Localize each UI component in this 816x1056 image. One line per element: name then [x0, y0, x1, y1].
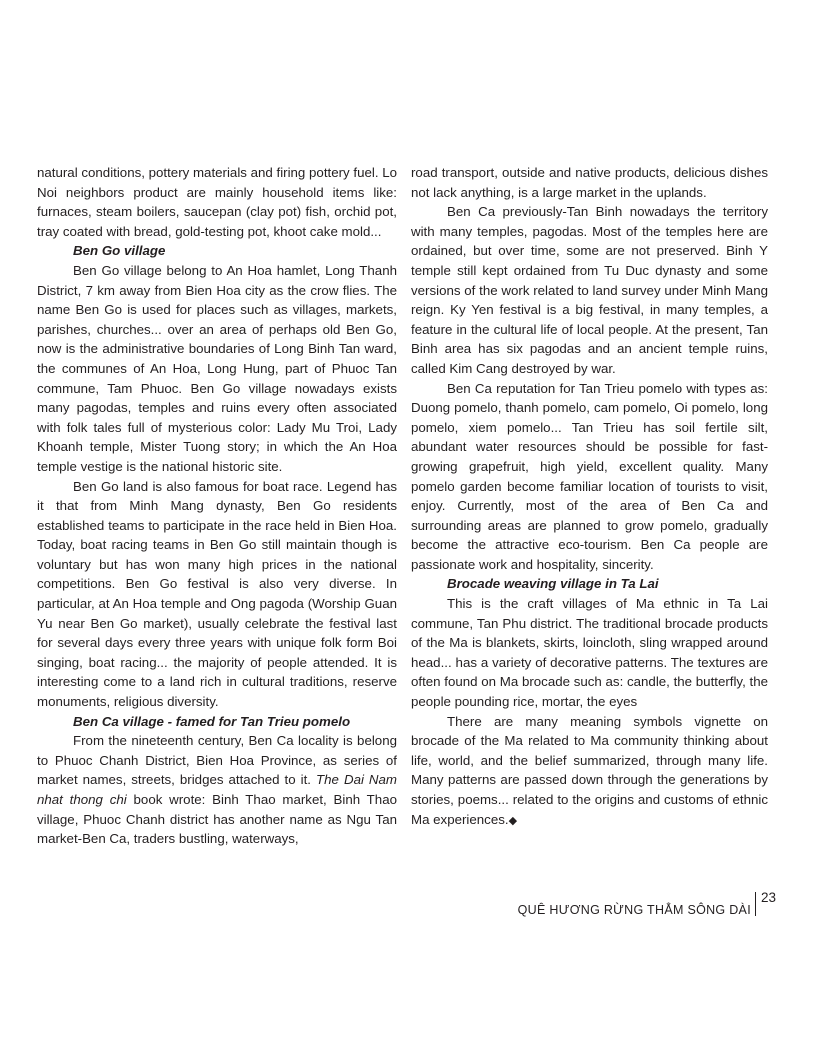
running-title: QUÊ HƯƠNG RỪNG THẲM SÔNG DÀI — [517, 903, 751, 917]
paragraph: Ben Ca reputation for Tan Trieu pomelo with types as: Duong pomelo, thanh pomelo, cam pomelo, Oi pomelo, long pomelo, xiem pomelo... Tan Trieu has soil fertile silt, abundant water resources should be possible for fast-growing grapefruit, high yield, excellent quality. Many pomelo garden become familiar location of tourists to visit, enjoy. Currently, most of the area of Ben Ca and surrounding areas are planned to grow pomelo, gradually become the attractive eco-tourism. Ben Ca people are passionate work and hospitality, sincerity. — [411, 380, 768, 572]
left-column — [37, 163, 397, 849]
paragraph: Ben Go village belong to An Hoa hamlet, Long Thanh District, 7 km away from Bien Hoa city as the crow flies. The name Ben Go is used for places such as villages, markets, parishes, churches... over an area of perhaps old Ben Go, now is the administrative boundaries of Long Binh Tan ward, the communes of An Hoa, Long Hung, part of Phuoc Tan commune, Tam Phuoc. Ben Go village nowadays exists many pagodas, temples and ruins every often associated with folk tales full of mysterious color: Lady Mu Troi, Lady Khoanh temple, Mister Tuong story; in which the An Hoa temple vestige is the national historic site. — [37, 262, 397, 474]
section-heading-ben-go: Ben Go village — [73, 243, 166, 259]
paragraph — [411, 712, 768, 832]
book-title: The Dai Nam nhat thong chi — [37, 772, 398, 807]
section-heading-ben-ca: Ben Ca village - famed for Tan Trieu pomelo — [73, 713, 351, 729]
section-heading-brocade: Brocade weaving village in Ta Lai — [447, 576, 659, 592]
paragraph: Ben Go land is also famous for boat race. Legend has it that from Minh Mang dynasty, Ben Go residents established teams to participate in the race held in Bien Hoa. Today, boat racing teams in Ben Go still maintain though is voluntary but has won many high prices in the national competitions. Ben Go festival is also very diverse. In particular, at An Hoa temple and Ong pagoda (Worship Guan Yu near Ben Go market), usually celebrate the festival last for several days every three years with unique folk form Boi singing, boat racing... the majority of people attended. It is interesting come to a land rich in cultural traditions, reserve monuments, religious diversity. — [37, 478, 397, 710]
page-footer — [518, 890, 776, 917]
right-column — [411, 163, 768, 831]
paragraph: road transport, outside and native products, delicious dishes not lack anything, is a large market in the uplands. — [411, 165, 768, 200]
paragraph-text: book wrote: Binh Thao market, Binh Thao village, Phuoc Chanh district has another name as Ngu Tan market-Ben Ca, traders bustling, waterways, — [37, 792, 397, 847]
end-diamond-icon: ◆ — [508, 814, 518, 827]
footer-divider — [755, 892, 756, 916]
paragraph: Ben Ca previously-Tan Binh nowadays the territory with many temples, pagodas. Most of the temples here are ordained, but over time, some are not preserved. Binh Y temple still kept ordained from Tu Duc dynasty and some versions of the work related to land survey under Minh Mang reign. Ky Yen festival is a big festival, in many temples, a feature in the cultural life of local people. At the present, Tan Binh area has six pagodas and an ancient temple ruins, called Kim Cang destroyed by war. — [411, 204, 768, 376]
paragraph-text: From the nineteenth century, Ben Ca locality is belong to Phuoc Chanh District, Bien Hoa Province, as series of market names, streets, bridges attached to it. — [37, 733, 397, 788]
paragraph-text: There are many meaning symbols vignette on brocade of the Ma related to Ma community thinking about life, world, and the belief summarized, through many life. Many patterns are passed down through the generations by stories, poems... related to the origins and customs of ethnic Ma experiences. — [411, 713, 768, 827]
paragraph: natural conditions, pottery materials and firing pottery fuel. Lo Noi neighbors product are mainly household items like: furnaces, steam boilers, saucepan (clay pot) fish, orchid pot, tray coated with bread, gold-testing pot, khoot cake mold... — [37, 165, 397, 239]
page-number: 23 — [760, 890, 776, 905]
paragraph — [37, 731, 397, 849]
paragraph: This is the craft villages of Ma ethnic in Ta Lai commune, Tan Phu district. The traditional brocade products of the Ma is blankets, skirts, loincloth, sling wrapped around head... has a variety of decorative patterns. The textures are often found on Ma brocade such as: candle, the butterfly, the people pounding rice, mortar, the eyes — [411, 596, 768, 710]
